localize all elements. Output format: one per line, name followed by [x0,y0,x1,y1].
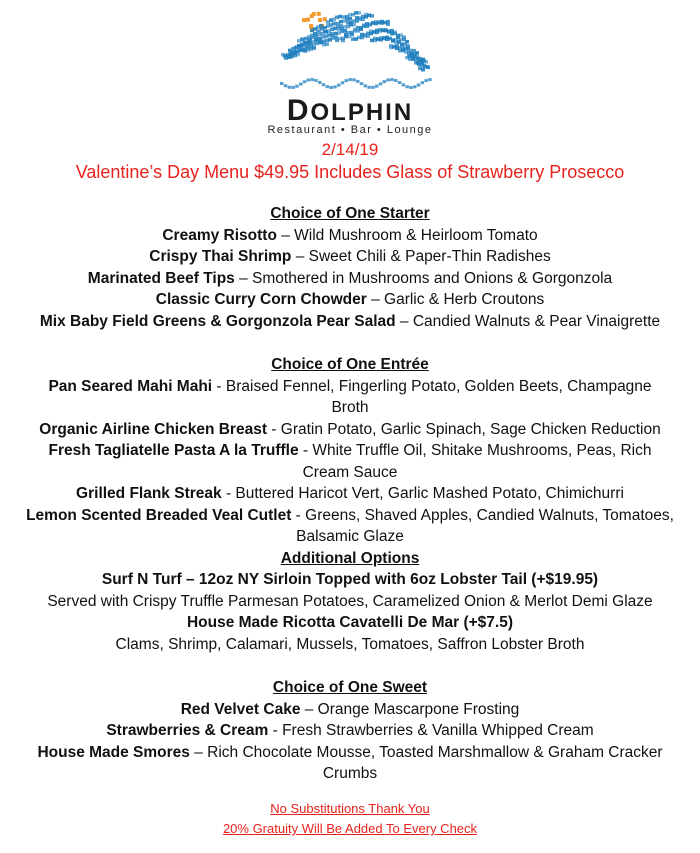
menu-item: Red Velvet Cake – Orange Mascarpone Frosting [180,700,520,718]
menu-item: Grilled Flank Streak - Buttered Haricot Vert, Garlic Mashed Potato, Chimichurri [76,485,624,502]
menu-item-desc: Served with Crispy Truffle Parmesan Potatoes, Caramelized Onion & Merlot Demi Glaze [47,592,653,610]
menu-item-continued: Broth [331,399,369,416]
menu-item: Mix Baby Field Greens & Gorgonzola Pear Salad – Candied Walnuts & Pear Vinaigrette [39,312,661,330]
menu-item: House Made Ricotta Cavatelli De Mar (+$7.5) [186,614,514,631]
section-title-sweets: Choice of One Sweet [272,679,428,696]
menu-item: Organic Airline Chicken Breast - Gratin Potato, Garlic Spinach, Sage Chicken Reduction [39,420,661,438]
section-title-starters: Choice of One Starter [270,205,430,222]
menu-item: House Made Smores – Rich Chocolate Mousse, Toasted Marshmallow & Graham Cracker [37,743,663,761]
menu-body [0,203,700,785]
menu-item-desc: Clams, Shrimp, Calamari, Mussels, Tomatoes, Saffron Lobster Broth [115,635,585,653]
menu-headline: Valentine’s Day Menu $49.95 Includes Glass of Strawberry Prosecco [75,162,625,182]
section-title-entrees: Choice of One Entrée [271,356,429,373]
brand-tagline: Restaurant • Bar • Lounge [267,124,433,136]
menu-item: Marinated Beef Tips – Smothered in Mushrooms and Onions & Gorgonzola [87,269,613,287]
brand-name: DOLPHIN [286,94,414,127]
menu-item: Crispy Thai Shrimp – Sweet Chili & Paper-Thin Radishes [149,248,551,265]
menu-item-continued: Crumbs [322,765,378,782]
menu-footer [0,799,700,839]
menu-item: Creamy Risotto – Wild Mushroom & Heirloom Tomato [162,226,538,244]
menu-item: Lemon Scented Breaded Veal Cutlet - Greens, Shaved Apples, Candied Walnuts, Tomatoes, [26,506,674,524]
menu-item: Surf N Turf – 12oz NY Sirloin Topped with 6oz Lobster Tail (+$19.95) [101,571,599,588]
section-title-additional: Additional Options [280,549,420,567]
menu-item: Strawberries & Cream - Fresh Strawberries & Vanilla Whipped Cream [106,722,594,739]
footer-note-substitutions: No Substitutions Thank You [270,801,430,816]
menu-date: 2/14/19 [321,140,379,159]
menu-item-continued: Balsamic Glaze [296,528,404,545]
menu-item: Fresh Tagliatelle Pasta A la Truffle - White Truffle Oil, Shitake Mushrooms, Peas, Rich [48,442,652,459]
menu-item: Pan Seared Mahi Mahi - Braised Fennel, Fingerling Potato, Golden Beets, Champagne [48,377,652,395]
menu-item: Classic Curry Corn Chowder – Garlic & Herb Croutons [155,291,545,308]
menu-item-continued: Cream Sauce [302,463,398,481]
footer-note-gratuity: 20% Gratuity Will Be Added To Every Check [222,821,478,836]
